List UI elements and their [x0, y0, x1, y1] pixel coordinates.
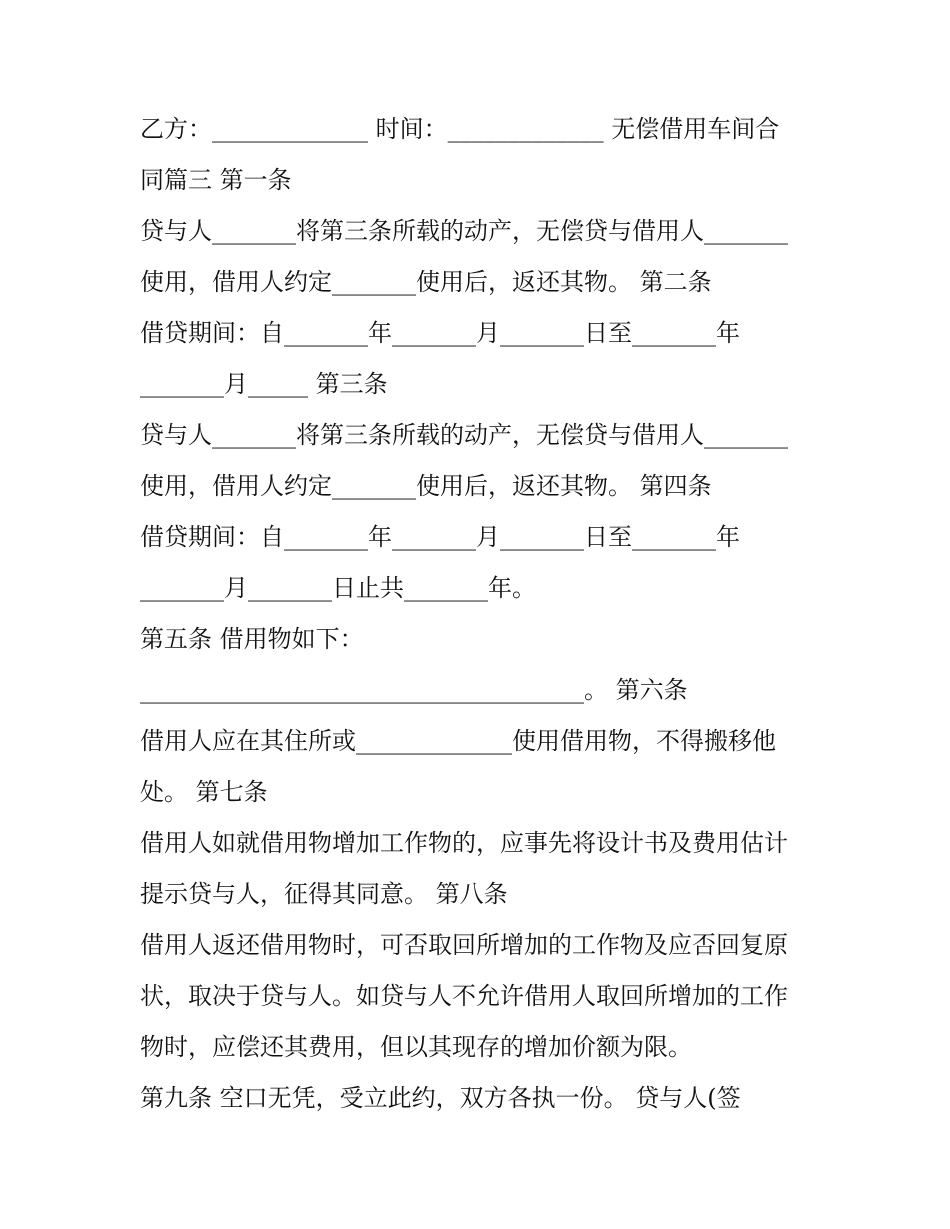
text-line: 贷与人_______将第三条所载的动产，无偿贷与借用人_______	[140, 421, 788, 449]
text-line: 第五条 借用物如下：	[140, 625, 364, 653]
text-line: 借用人应在其住所或_____________使用借用物，不得搬移他	[140, 727, 776, 755]
text-line: 借贷期间：自_______年_______月_______日至_______年	[140, 523, 740, 551]
text-line: 物时，应偿还其费用，但以其现存的增加价额为限。	[140, 1033, 692, 1061]
text-line: 使用，借用人约定_______使用后，返还其物。 第二条	[140, 268, 712, 296]
text-line: 提示贷与人，征得其同意。 第八条	[140, 880, 508, 908]
text-line: 借用人如就借用物增加工作物的，应事先将设计书及费用估计	[140, 829, 788, 857]
text-line: 处。 第七条	[140, 778, 268, 806]
text-line: _______月_____ 第三条	[140, 370, 388, 398]
contract-text	[140, 104, 820, 1124]
text-line: 乙方：_____________ 时间：_____________ 无偿借用车间合	[140, 115, 780, 143]
text-line: 借用人返还借用物时，可否取回所增加的工作物及应否回复原	[140, 931, 788, 959]
text-line: _____________________________________。 第六条	[140, 676, 688, 704]
text-line: 同篇三 第一条	[140, 166, 292, 194]
text-line: 状，取决于贷与人。如贷与人不允许借用人取回所增加的工作	[140, 982, 788, 1010]
text-line: 借贷期间：自_______年_______月_______日至_______年	[140, 319, 740, 347]
text-line: _______月_______日止共_______年。	[140, 574, 536, 602]
text-line: 使用，借用人约定_______使用后，返还其物。 第四条	[140, 472, 712, 500]
text-line: 贷与人_______将第三条所载的动产，无偿贷与借用人_______	[140, 217, 788, 245]
text-line: 第九条 空口无凭，受立此约，双方各执一份。 贷与人(签	[140, 1084, 741, 1112]
